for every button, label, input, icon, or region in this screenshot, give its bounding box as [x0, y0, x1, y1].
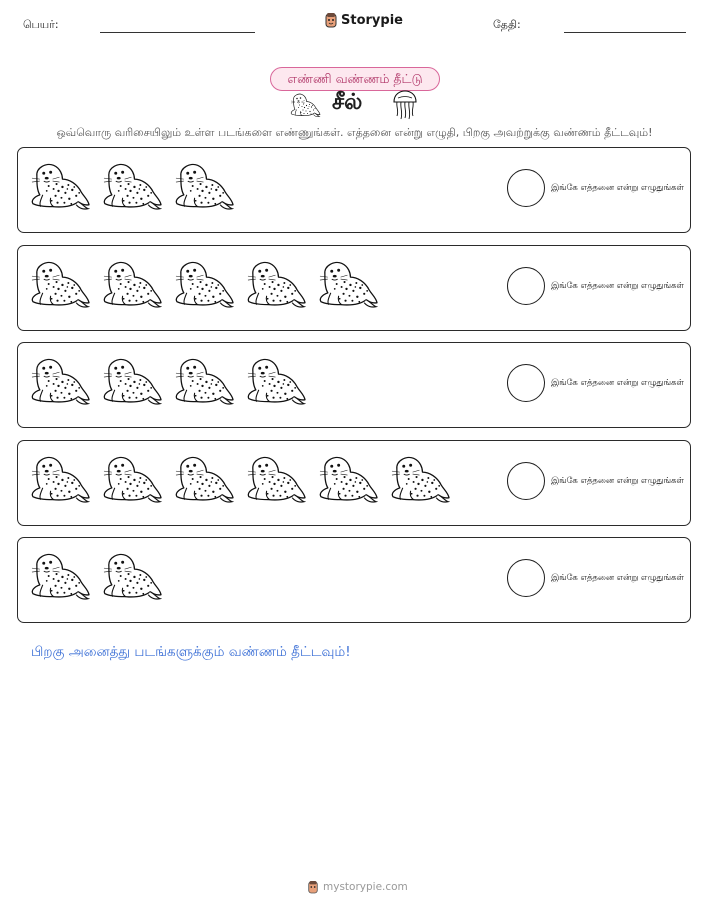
counting-row	[17, 147, 691, 233]
counting-row	[17, 537, 691, 623]
answer-circle[interactable]	[507, 462, 545, 500]
seal-group	[29, 550, 162, 602]
seal-icon[interactable]	[29, 160, 90, 212]
seal-icon[interactable]	[101, 355, 162, 407]
seal-icon[interactable]	[101, 453, 162, 505]
seal-icon[interactable]	[29, 453, 90, 505]
seal-icon[interactable]	[173, 258, 234, 310]
answer-circle[interactable]	[507, 169, 545, 207]
counting-row	[17, 440, 691, 526]
storypie-logo-icon	[324, 12, 338, 28]
footer-brand	[307, 880, 408, 894]
seal-icon[interactable]	[173, 160, 234, 212]
seal-icon[interactable]	[317, 453, 378, 505]
date-label: தேதி:	[493, 18, 521, 31]
answer-circle[interactable]	[507, 559, 545, 597]
brand	[324, 12, 403, 28]
name-line[interactable]	[100, 32, 255, 33]
seal-icon	[288, 92, 322, 118]
answer-prompt: இங்கே எத்தனை என்று எழுதுங்கள்	[551, 474, 684, 485]
seal-icon[interactable]	[101, 550, 162, 602]
seal-icon[interactable]	[245, 355, 306, 407]
answer-prompt: இங்கே எத்தனை என்று எழுதுங்கள்	[551, 182, 684, 192]
footer-site: mystorypie.com	[323, 881, 408, 893]
seal-group	[29, 453, 450, 505]
answer-prompt: இங்கே எத்தனை என்று எழுதுங்கள்	[551, 279, 684, 290]
seal-icon[interactable]	[101, 258, 162, 310]
name-label: பெயர்:	[23, 18, 59, 31]
brand-name: Storypie	[341, 12, 403, 28]
seal-group	[29, 258, 378, 310]
seal-icon[interactable]	[245, 453, 306, 505]
seal-icon[interactable]	[245, 258, 306, 310]
seal-icon[interactable]	[29, 550, 90, 602]
seal-group	[29, 355, 306, 407]
seal-icon[interactable]	[101, 160, 162, 212]
answer-circle[interactable]	[507, 364, 545, 402]
instructions: ஒவ்வொரு வரிசையிலும் உள்ள படங்களை எண்ணுங்கள். எத்தனை என்று எழுதி, பிறகு அவற்றுக்கு வண்ணம் தீட்டவும்!	[56, 126, 653, 139]
seal-icon[interactable]	[29, 355, 90, 407]
worksheet-badge: எண்ணி வண்ணம் தீட்டு	[270, 67, 440, 91]
answer-prompt: இங்கே எத்தனை என்று எழுதுங்கள்	[551, 572, 684, 582]
seal-icon[interactable]	[173, 355, 234, 407]
closing-note: பிறகு அனைத்து படங்களுக்கும் வண்ணம் தீட்டவும்!	[31, 644, 351, 660]
counting-row	[17, 342, 691, 428]
jellyfish-icon	[392, 90, 418, 120]
seal-icon[interactable]	[29, 258, 90, 310]
seal-icon[interactable]	[317, 258, 378, 310]
seal-icon[interactable]	[389, 453, 450, 505]
animal-title: சீல்	[332, 90, 363, 115]
date-line[interactable]	[564, 32, 686, 33]
storypie-logo-icon	[307, 880, 319, 894]
answer-circle[interactable]	[507, 267, 545, 305]
seal-icon[interactable]	[173, 453, 234, 505]
counting-row	[17, 245, 691, 331]
answer-prompt: இங்கே எத்தனை என்று எழுதுங்கள்	[551, 377, 684, 387]
seal-group	[29, 160, 234, 212]
